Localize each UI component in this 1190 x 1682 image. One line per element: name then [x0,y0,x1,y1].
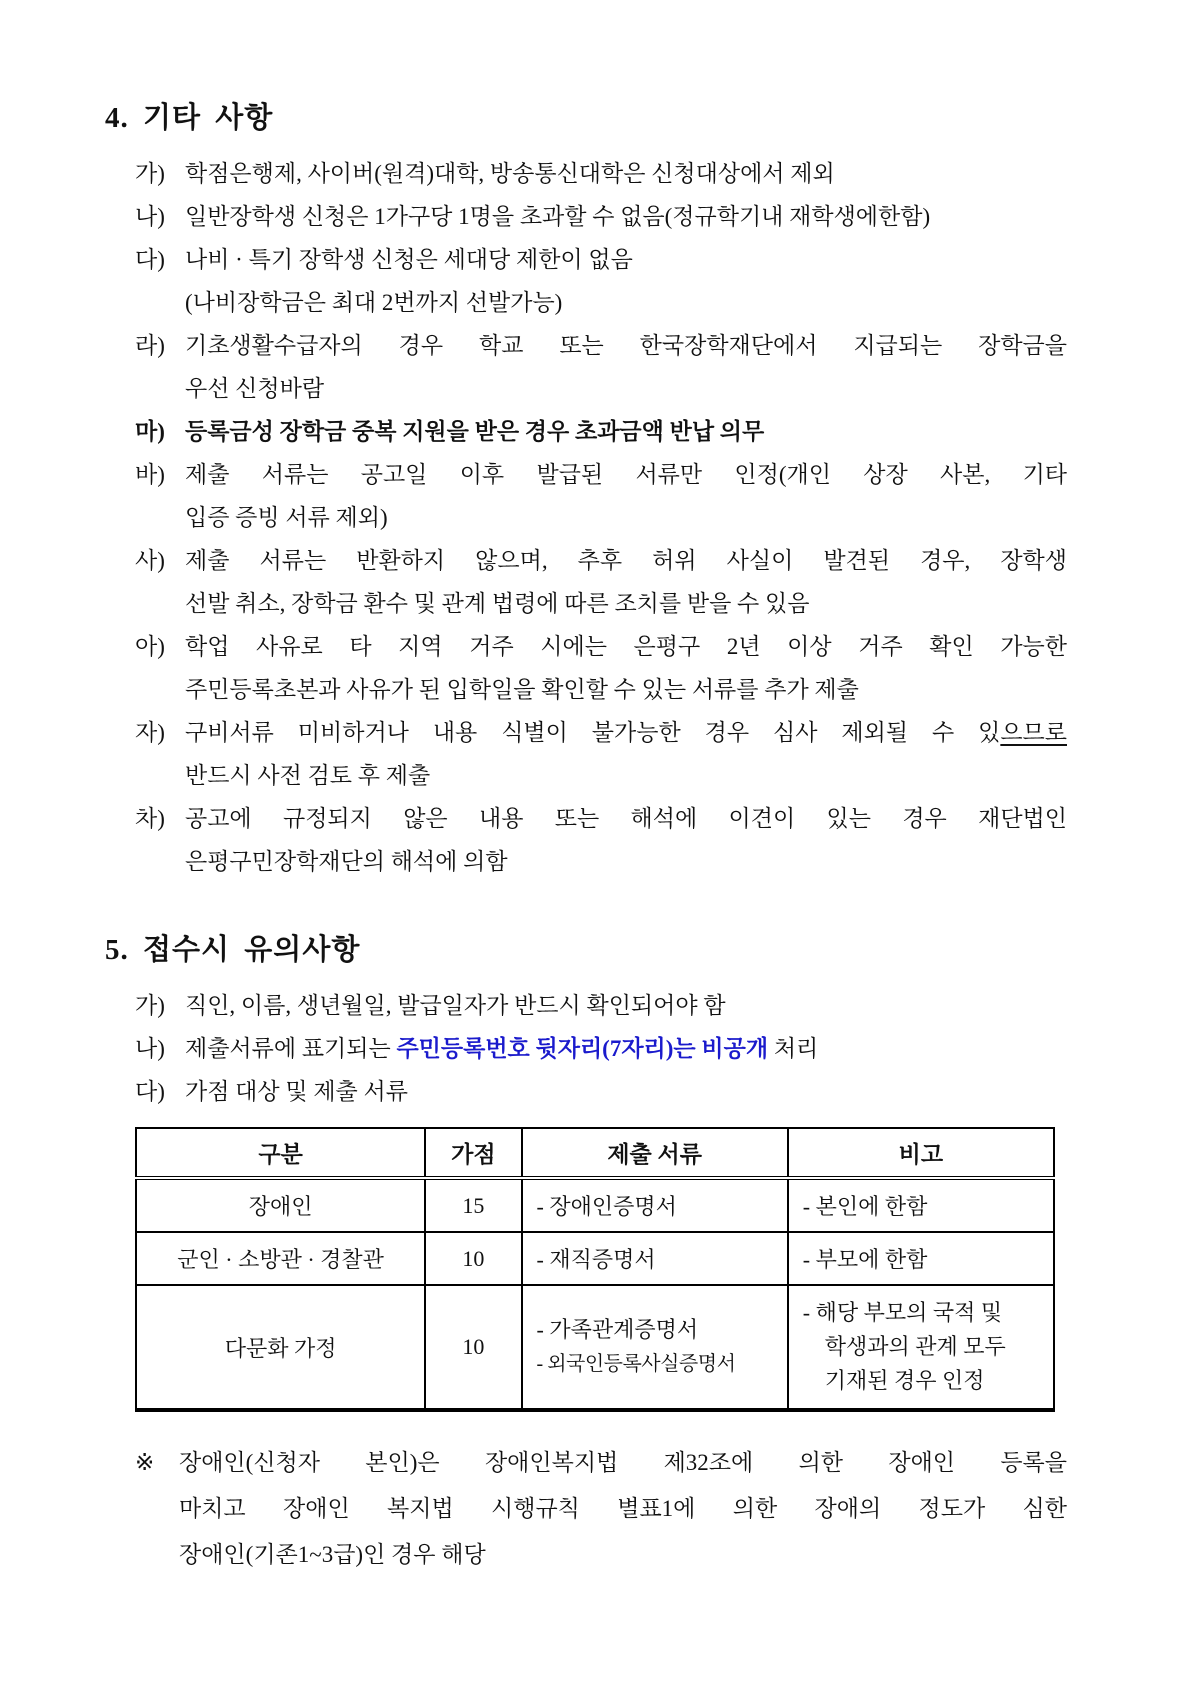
item-body [185,324,1067,410]
item-marker: 사) [135,548,165,573]
item-body [185,410,1067,453]
item-marker: 다) [135,1079,165,1104]
item-text-line: 공고에 규정되지 않은 내용 또는 해석에 이견이 있는 경우 재단법인 [185,806,1067,831]
item-body [185,152,1067,195]
section-5 [105,927,1067,1578]
item-marker: 가) [135,993,165,1018]
item-marker: 나) [135,204,165,229]
text-segment: 처리 [768,1036,819,1061]
cell-doc-line: - 가족관계증명서 [536,1317,699,1342]
list-item-a [135,625,1067,711]
item-text-line: 입증 증빙 서류 제외) [185,505,388,530]
item-text-line [185,1027,1067,1070]
list-item-ga [135,152,1067,195]
item-body [185,195,1067,238]
table-row-military [136,1232,1054,1285]
list-item-ma [135,410,1067,453]
item-text-line: 기초생활수급자의 경우 학교 또는 한국장학재단에서 지급되는 장학금을 [185,333,1067,358]
bonus-points-table [135,1127,1055,1412]
table-header-row [136,1128,1054,1178]
list-item-ga [135,984,1067,1027]
text-segment: 제출서류에 표기되는 [185,1036,397,1061]
cell-documents [522,1285,788,1410]
item-text-line: 학업 사유로 타 지역 거주 시에는 은평구 2년 이상 거주 확인 가능한 [185,634,1067,659]
text-segment: 구비서류 미비하거나 내용 식별이 불가능한 경우 심사 제외될 수 있 [185,720,1001,745]
cell-note: - 본인에 한함 [788,1178,1054,1232]
item-marker: 가) [135,161,165,186]
list-item-ja [135,711,1067,797]
list-item-sa [135,539,1067,625]
list-item-ra [135,324,1067,410]
section-5-items [105,984,1067,1113]
cell-documents: - 재직증명서 [522,1232,788,1285]
header-note: 비고 [788,1128,1054,1178]
footnote-line: 장애인(신청자 본인)은 장애인복지법 제32조에 의한 장애인 등록을 [179,1450,1067,1475]
cell-points: 15 [425,1178,521,1232]
item-text-line: 일반장학생 신청은 1가구당 1명을 초과할 수 없음(정규학기내 재학생에한함) [185,204,931,229]
table-row-multicultural [136,1285,1054,1410]
item-body [185,1027,1067,1070]
item-text-line: 제출 서류는 반환하지 않으며, 추후 허위 사실이 발견된 경우, 장학생 [185,548,1067,573]
item-text-line-bold: 등록금성 장학금 중복 지원을 받은 경우 초과금액 반납 의무 [185,419,765,444]
cell-note [788,1285,1054,1410]
cell-category: 장애인 [136,1178,425,1232]
cell-category: 군인 · 소방관 · 경찰관 [136,1232,425,1285]
list-item-na [135,195,1067,238]
header-category: 구분 [136,1128,425,1178]
item-text-line: 나비 · 특기 장학생 신청은 세대당 제한이 없음 [185,247,633,272]
item-text-line: 반드시 사전 검토 후 제출 [185,763,431,788]
cell-doc-line: - 외국인등록사실증명서 [536,1353,736,1375]
item-body [185,625,1067,711]
item-marker: 차) [135,806,165,831]
list-item-ba [135,453,1067,539]
cell-note-line: 기재된 경우 인정 [824,1368,985,1393]
list-item-na [135,1027,1067,1070]
table-row-disabled [136,1178,1054,1232]
header-points: 가점 [425,1128,521,1178]
item-text-line: (나비장학금은 최대 2번까지 선발가능) [185,290,563,315]
underlined-text: 으므로 [1000,720,1067,745]
list-item-da [135,238,1067,324]
section-4 [105,95,1067,883]
section-4-title: 4. 기타 사항 [105,102,274,134]
item-marker: 자) [135,720,165,745]
item-marker: 라) [135,333,165,358]
item-text-line: 직인, 이름, 생년월일, 발급일자가 반드시 확인되어야 함 [185,993,726,1018]
section-5-title: 5. 접수시 유의사항 [105,934,361,966]
item-body [185,539,1067,625]
item-marker: 아) [135,634,165,659]
footnote-line: 마치고 장애인 복지법 시행규칙 별표1에 의한 장애의 정도가 심한 [179,1496,1067,1521]
item-text-line: 은평구민장학재단의 해석에 의함 [185,849,508,874]
item-text-line: 선발 취소, 장학금 환수 및 관계 법령에 따른 조치를 받을 수 있음 [185,591,810,616]
footnote-body [179,1440,1067,1578]
item-marker: 마) [135,419,165,444]
item-body [185,797,1067,883]
item-marker: 바) [135,462,165,487]
cell-category: 다문화 가정 [136,1285,425,1410]
cell-note: - 부모에 한함 [788,1232,1054,1285]
item-text-line: 가점 대상 및 제출 서류 [185,1079,408,1104]
header-documents: 제출 서류 [522,1128,788,1178]
item-text-line [185,711,1067,754]
item-text-line: 우선 신청바람 [185,376,325,401]
item-marker: 다) [135,247,165,272]
cell-points: 10 [425,1232,521,1285]
footnote-reference-mark: ※ [135,1450,155,1475]
cell-note-line: - 해당 부모의 국적 및 [802,1300,1003,1325]
item-body [185,1070,1067,1113]
list-item-cha [135,797,1067,883]
footnote [135,1440,1067,1578]
privacy-highlight-text: 주민등록번호 뒷자리(7자리)는 비공개 [396,1036,769,1061]
section-4-items [105,152,1067,883]
item-body [185,238,1067,324]
cell-points: 10 [425,1285,521,1410]
item-marker: 나) [135,1036,165,1061]
list-item-da [135,1070,1067,1113]
item-body [185,984,1067,1027]
item-text-line: 주민등록초본과 사유가 된 입학일을 확인할 수 있는 서류를 추가 제출 [185,677,859,702]
cell-documents: - 장애인증명서 [522,1178,788,1232]
item-text-line: 학점은행제, 사이버(원격)대학, 방송통신대학은 신청대상에서 제외 [185,161,835,186]
item-body [185,711,1067,797]
cell-note-line: 학생과의 관계 모두 [824,1334,1006,1359]
footnote-line: 장애인(기존1~3급)인 경우 해당 [179,1542,486,1567]
item-body [185,453,1067,539]
item-text-line: 제출 서류는 공고일 이후 발급된 서류만 인정(개인 상장 사본, 기타 [185,462,1067,487]
